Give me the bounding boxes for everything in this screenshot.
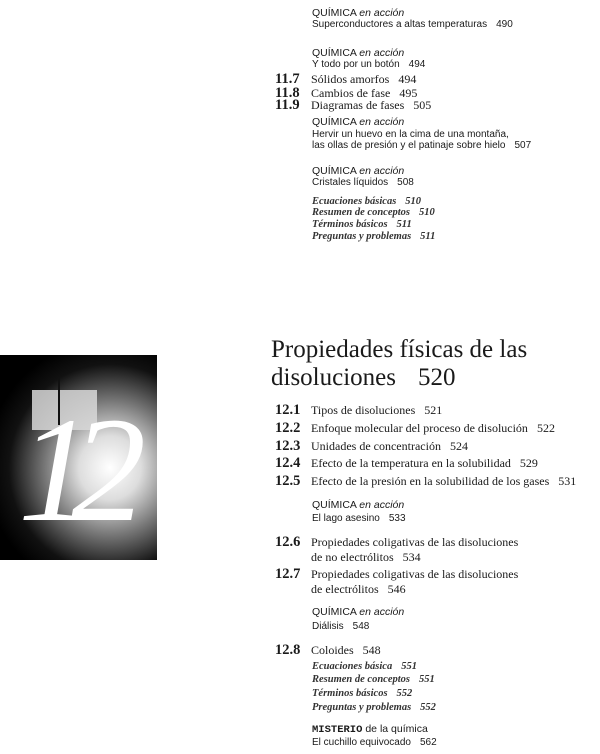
- entry-page: 552: [396, 688, 413, 699]
- entry-page: 551: [419, 674, 435, 685]
- toc-entry[interactable]: [311, 475, 576, 487]
- section-number: 12.8: [275, 642, 301, 658]
- entry-title[interactable]: Propiedades coligativas de las disoluciones: [311, 535, 519, 549]
- toc-entry[interactable]: [312, 703, 436, 714]
- entry-page: 531: [558, 474, 577, 488]
- entry-title: Diálisis: [312, 621, 344, 632]
- entry-title: Efecto de la temperatura en la solubilidad: [311, 456, 511, 470]
- entry-page: 552: [420, 702, 436, 713]
- toc-entry[interactable]: [312, 20, 513, 30]
- qa-label: QUÍMICA: [312, 47, 357, 59]
- entry-page: 546: [387, 582, 406, 596]
- entry-title: de no electrólitos: [311, 550, 394, 564]
- entry-title: El lago asesino: [312, 513, 380, 524]
- qa-label: QUÍMICA: [312, 7, 357, 19]
- entry-title: Efecto de la presión en la solubilidad de los gases: [311, 474, 550, 488]
- toc-entry[interactable]: [311, 583, 406, 595]
- section-number: 11.8: [275, 85, 300, 101]
- section-number: 12.2: [275, 420, 301, 436]
- mystery-label-rest: de la química: [365, 723, 428, 735]
- entry-page: 510: [419, 207, 435, 218]
- entry-title: Cambios de fase: [311, 86, 391, 100]
- entry-page: 510: [405, 196, 422, 207]
- toc-entry[interactable]: [312, 662, 417, 673]
- qa-label-italic: en acción: [359, 116, 405, 128]
- entry-title: Y todo por un botón: [312, 59, 400, 70]
- qa-label-italic: en acción: [359, 606, 405, 618]
- entry-title: Términos básicos: [312, 219, 388, 230]
- toc-entry[interactable]: [311, 422, 555, 434]
- toc-entry[interactable]: [311, 551, 421, 563]
- entry-title: Términos básicos: [312, 688, 388, 699]
- qa-label-italic: en acción: [359, 165, 405, 177]
- section-number: 11.7: [275, 71, 300, 87]
- entry-page: 548: [352, 621, 370, 632]
- entry-page: 505: [413, 98, 432, 112]
- entry-title: El cuchillo equivocado: [312, 737, 411, 748]
- entry-page: 529: [519, 456, 538, 470]
- entry-page: 495: [399, 86, 418, 100]
- entry-page: 494: [398, 72, 417, 86]
- chapter-page: 520: [418, 364, 456, 391]
- section-number: 12.6: [275, 534, 301, 550]
- toc-entry[interactable]: [312, 60, 425, 70]
- entry-title: Unidades de concentración: [311, 439, 441, 453]
- entry-page: 511: [420, 231, 436, 242]
- entry-title: Cristales líquidos: [312, 177, 389, 188]
- toc-entry[interactable]: [312, 689, 412, 700]
- toc-entry[interactable]: [312, 738, 437, 748]
- qa-label: QUÍMICA: [312, 116, 357, 128]
- entry-title: de electrólitos: [311, 582, 379, 596]
- entry-page: 534: [402, 550, 421, 564]
- entry-page: 511: [396, 219, 412, 230]
- entry-page: 521: [424, 403, 443, 417]
- toc-entry[interactable]: [311, 457, 538, 469]
- entry-title: Resumen de conceptos: [312, 674, 410, 685]
- qa-heading: [312, 166, 404, 177]
- qa-heading: [312, 48, 404, 59]
- section-number: 12.5: [275, 473, 301, 489]
- entry-page: 562: [419, 737, 437, 748]
- qa-heading: [312, 8, 404, 19]
- entry-title: Tipos de disoluciones: [311, 403, 416, 417]
- entry-title: Preguntas y problemas: [312, 231, 412, 242]
- toc-entry[interactable]: [312, 208, 435, 219]
- toc-entry[interactable]: [311, 644, 381, 656]
- entry-title: las ollas de presión y el patinaje sobre hielo: [312, 140, 506, 151]
- toc-entry[interactable]: [312, 197, 421, 208]
- qa-label-italic: en acción: [359, 47, 405, 59]
- qa-label-italic: en acción: [359, 7, 405, 19]
- qa-label-italic: en acción: [359, 499, 405, 511]
- entry-page: 508: [397, 177, 414, 188]
- chapter-opener-photo: [0, 355, 157, 560]
- entry-page: 551: [401, 661, 417, 672]
- toc-entry[interactable]: [311, 99, 431, 111]
- chapter-title[interactable]: [271, 365, 456, 390]
- entry-title: Enfoque molecular del proceso de disolución: [311, 421, 528, 435]
- entry-title: Superconductores a altas temperaturas: [312, 19, 488, 30]
- entry-page: 507: [514, 140, 532, 151]
- entry-title: Coloides: [311, 643, 354, 657]
- entry-page: 490: [496, 19, 513, 30]
- toc-entry[interactable]: [312, 514, 406, 524]
- entry-page: 533: [388, 513, 406, 524]
- entry-title: Resumen de conceptos: [312, 207, 410, 218]
- chapter-number: 12: [18, 387, 124, 553]
- chapter-title: Propiedades físicas de las: [271, 336, 528, 363]
- toc-entry[interactable]: [312, 622, 369, 632]
- section-number: 12.1: [275, 402, 301, 418]
- entry-title: Preguntas y problemas: [312, 702, 412, 713]
- entry-title: Sólidos amorfos: [311, 72, 390, 86]
- section-number: 12.7: [275, 566, 301, 582]
- section-number: 11.9: [275, 97, 300, 113]
- section-number: 12.4: [275, 455, 301, 471]
- qa-label: QUÍMICA: [312, 499, 357, 511]
- qa-heading: [312, 607, 404, 618]
- section-number: 12.3: [275, 438, 301, 454]
- chapter-title-text: disoluciones: [271, 364, 396, 391]
- entry-page: 548: [362, 643, 381, 657]
- toc-entry[interactable]: [312, 220, 412, 231]
- entry-title[interactable]: Hervir un huevo en la cima de una montaña,: [312, 129, 509, 140]
- qa-heading: [312, 117, 404, 128]
- entry-page: 524: [449, 439, 468, 453]
- mystery-label: MISTERIO: [312, 724, 363, 736]
- entry-title: Diagramas de fases: [311, 98, 405, 112]
- toc-entry[interactable]: [311, 73, 416, 85]
- entry-title[interactable]: Propiedades coligativas de las disoluciones: [311, 567, 519, 581]
- toc-entry[interactable]: [311, 404, 442, 416]
- entry-title: Ecuaciones básicas: [312, 196, 397, 207]
- toc-entry[interactable]: [312, 178, 414, 188]
- qa-label: QUÍMICA: [312, 165, 357, 177]
- entry-page: 522: [536, 421, 555, 435]
- entry-page: 494: [408, 59, 426, 70]
- mystery-heading: [312, 724, 428, 736]
- toc-entry[interactable]: [312, 141, 531, 151]
- toc-entry[interactable]: [311, 440, 468, 452]
- toc-entry[interactable]: [312, 675, 435, 686]
- qa-label: QUÍMICA: [312, 606, 357, 618]
- entry-title: Ecuaciones básica: [312, 661, 393, 672]
- toc-entry[interactable]: [312, 232, 435, 243]
- qa-heading: [312, 500, 404, 511]
